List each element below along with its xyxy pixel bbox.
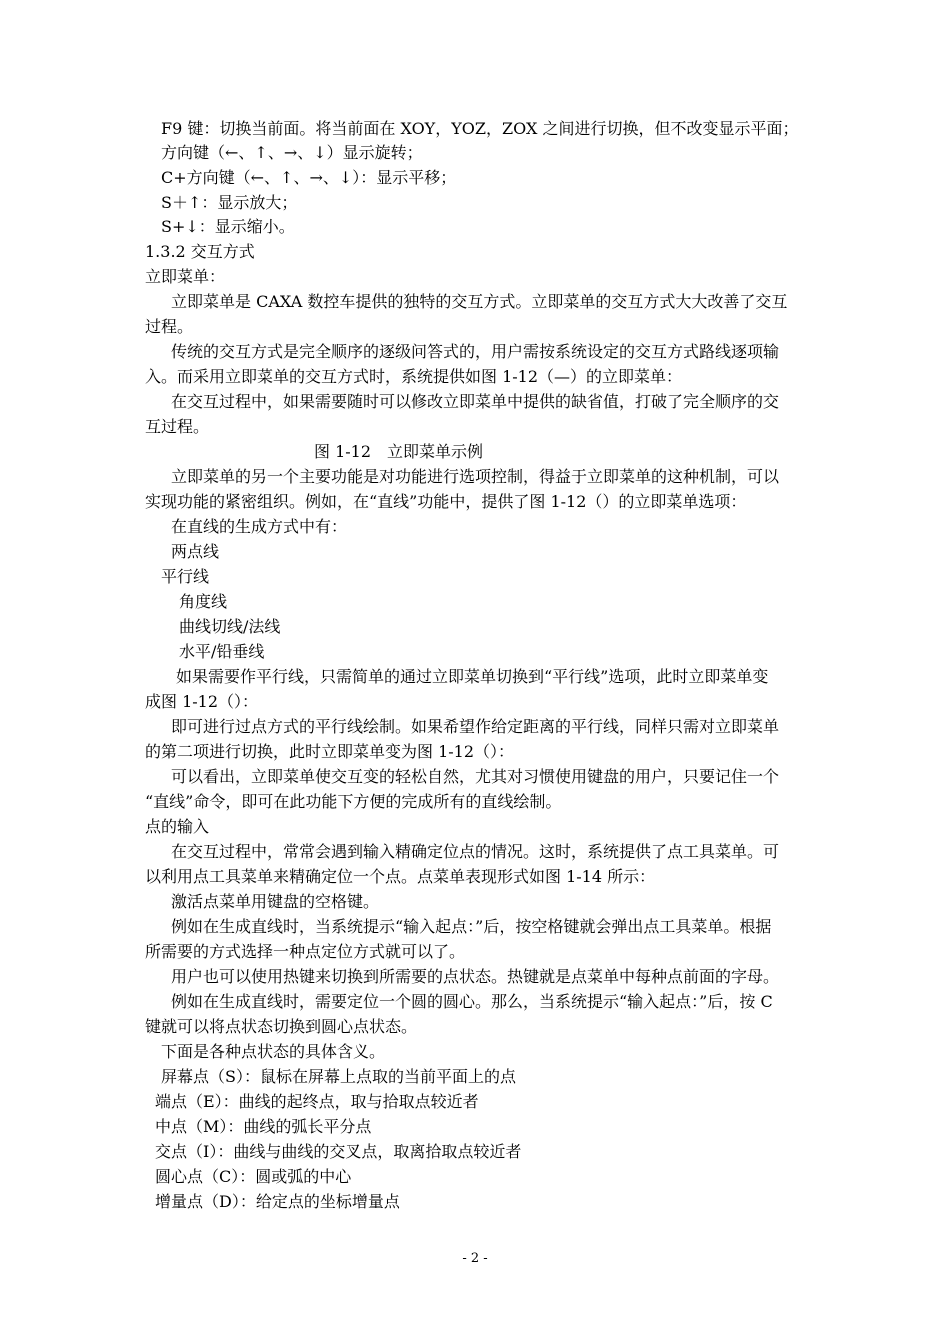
text-line: 立即菜单的另一个主要功能是对功能进行选项控制，得益于立即菜单的这种机制，可以 [171, 467, 780, 486]
text-line: 用户也可以使用热键来切换到所需要的点状态。热键就是点菜单中每种点前面的字母。 [171, 967, 780, 986]
list-item: 端点（E）：曲线的起终点，取与拾取点较近者 [155, 1092, 479, 1111]
text-line: 例如在生成直线时，需要定位一个圆的圆心。那么，当系统提示“输入起点：”后，按 C [171, 992, 773, 1011]
list-item: 水平/铅垂线 [179, 642, 265, 661]
text-line: 在直线的生成方式中有： [171, 517, 348, 536]
text-line: 方向键（←、↑、→、↓）显示旋转； [161, 143, 423, 162]
list-item: 屏幕点（S）：鼠标在屏幕上点取的当前平面上的点 [161, 1067, 516, 1086]
text-line: 立即菜单是 CAXA 数控车提供的独特的交互方式。立即菜单的交互方式大大改善了交互 [171, 292, 788, 311]
text-line: 的第二项进行切换，此时立即菜单变为图 1-12（）： [145, 742, 515, 761]
text-line: 过程。 [145, 317, 194, 336]
text-line: 以利用点工具菜单来精确定位一个点。点菜单表现形式如图 1-14 所示： [145, 867, 656, 886]
text-line: 所需要的方式选择一种点定位方式就可以了。 [145, 942, 466, 961]
text-line: 实现功能的紧密组织。例如，在“直线”功能中，提供了图 1-12（）的立即菜单选项： [145, 492, 747, 511]
text-line: 即可进行过点方式的平行线绘制。如果希望作给定距离的平行线，同样只需对立即菜单 [171, 717, 780, 736]
list-item: 交点（I）：曲线与曲线的交叉点，取离拾取点较近者 [155, 1142, 522, 1161]
text-line: 激活点菜单用键盘的空格键。 [171, 892, 380, 911]
list-item: 圆心点（C）：圆或弧的中心 [155, 1167, 352, 1186]
section-heading: 1.3.2 交互方式 [145, 242, 255, 261]
subheading: 立即菜单： [145, 267, 226, 286]
text-line: 可以看出，立即菜单使交互变的轻松自然，尤其对习惯使用键盘的用户，只要记住一个 [171, 767, 780, 786]
text-line: C+方向键（←、↑、→、↓）：显示平移； [161, 168, 457, 187]
list-item: 角度线 [179, 592, 228, 611]
list-item: 增量点（D）：给定点的坐标增量点 [155, 1192, 400, 1211]
text-line: 例如在生成直线时，当系统提示“输入起点：”后，按空格键就会弹出点工具菜单。根据 [171, 917, 772, 936]
text-line: F9 键：切换当前面。将当前面在 XOY，YOZ，ZOX 之间进行切换，但不改变显示平面； [161, 119, 799, 138]
figure-caption: 图 1-12 立即菜单示例 [314, 442, 484, 461]
text-line: “直线”命令，即可在此功能下方便的完成所有的直线绘制。 [145, 792, 562, 811]
list-item: 两点线 [171, 542, 220, 561]
text-line: S+↓：显示缩小。 [161, 217, 295, 236]
text-line: 键就可以将点状态切换到圆心点状态。 [145, 1017, 418, 1036]
list-item: 平行线 [161, 567, 210, 586]
text-line: S＋↑：显示放大； [161, 193, 298, 212]
list-item: 中点（M）：曲线的弧长平分点 [155, 1117, 372, 1136]
list-item: 曲线切线/法线 [179, 617, 281, 636]
text-line: 在交互过程中，常常会遇到输入精确定位点的情况。这时，系统提供了点工具菜单。可 [171, 842, 780, 861]
text-line: 入。而采用立即菜单的交互方式时，系统提供如图 1-12（—）的立即菜单： [145, 367, 683, 386]
text-line: 下面是各种点状态的具体含义。 [161, 1042, 386, 1061]
text-line: 互过程。 [145, 417, 210, 436]
subheading: 点的输入 [145, 817, 210, 836]
text-line: 在交互过程中，如果需要随时可以修改立即菜单中提供的缺省值，打破了完全顺序的交 [171, 392, 780, 411]
page-number: - 2 - [462, 1251, 488, 1266]
text-line: 成图 1-12（）： [145, 692, 259, 711]
text-line: 如果需要作平行线，只需简单的通过立即菜单切换到“平行线”选项，此时立即菜单变 [176, 667, 769, 686]
text-line: 传统的交互方式是完全顺序的逐级问答式的，用户需按系统设定的交互方式路线逐项输 [171, 342, 780, 361]
